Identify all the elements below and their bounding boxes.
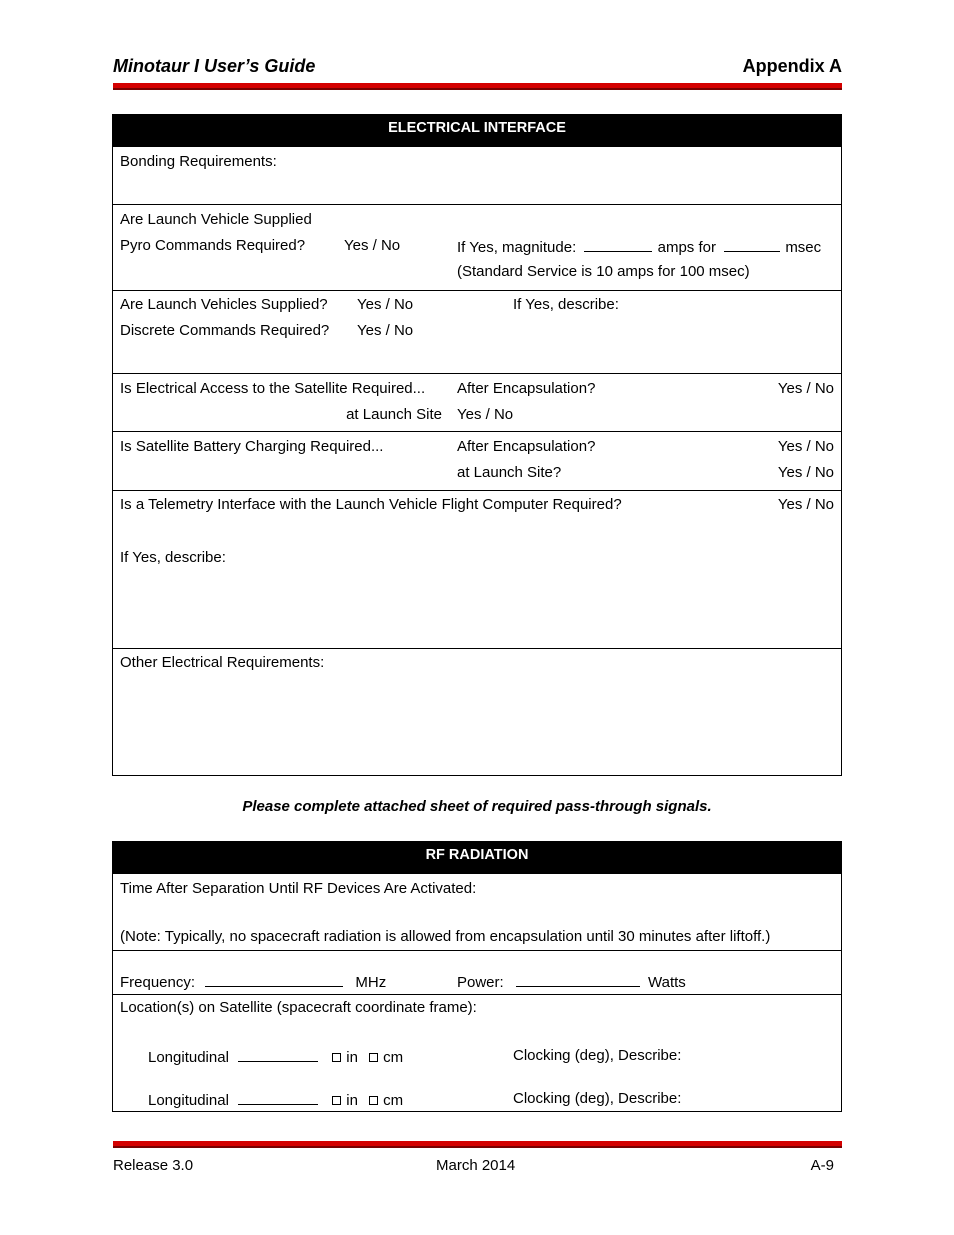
- telemetry-question: Is a Telemetry Interface with the Launch Vehicle Flight Computer Required?: [120, 496, 622, 513]
- checkbox-icon[interactable]: [332, 1053, 341, 1062]
- access-question: Is Electrical Access to the Satellite Required...: [120, 380, 426, 397]
- frequency-label: Frequency:: [120, 974, 196, 991]
- longitudinal-label: Longitudinal: [148, 1049, 229, 1066]
- battery-after-yes-no[interactable]: Yes / No: [777, 438, 834, 455]
- pyro-yes-no[interactable]: Yes / No: [344, 237, 401, 254]
- document-title: Minotaur I User’s Guide: [113, 56, 316, 76]
- battery-question: Is Satellite Battery Charging Required...: [120, 438, 384, 455]
- bonding-label: Bonding Requirements:: [120, 153, 277, 170]
- row-divider: [113, 431, 841, 432]
- rf-activation-note: (Note: Typically, no spacecraft radiation is allowed from encapsulation until 30 minutes after liftoff.): [120, 928, 771, 945]
- discrete-yes-no-2[interactable]: Yes / No: [357, 322, 414, 339]
- access-launch-site-label: at Launch Site: [346, 406, 442, 423]
- frequency-field[interactable]: [205, 972, 343, 987]
- pyro-question-line2: Pyro Commands Required?: [120, 237, 306, 254]
- clocking-label-2: Clocking (deg), Describe:: [513, 1090, 682, 1107]
- pyro-msec-label: msec: [785, 239, 822, 256]
- checkbox-icon[interactable]: [332, 1096, 341, 1105]
- pyro-standard-note: (Standard Service is 10 amps for 100 msec): [457, 263, 750, 280]
- footer-date: March 2014: [436, 1157, 516, 1174]
- in-label: in: [346, 1049, 358, 1066]
- footer-release: Release 3.0: [113, 1157, 194, 1174]
- pyro-amps-field[interactable]: [584, 237, 652, 252]
- telemetry-yes-no[interactable]: Yes / No: [777, 496, 834, 513]
- cm-label: cm: [383, 1092, 404, 1109]
- row-divider: [113, 373, 841, 374]
- battery-after-encapsulation-label: After Encapsulation?: [457, 438, 596, 455]
- in-label: in: [346, 1092, 358, 1109]
- electrical-interface-heading: ELECTRICAL INTERFACE: [113, 115, 841, 147]
- power-field[interactable]: [516, 972, 640, 987]
- pyro-question-line1: Are Launch Vehicle Supplied: [120, 211, 312, 228]
- row-divider: [113, 950, 841, 951]
- row-divider: [113, 648, 841, 649]
- longitudinal-field-2[interactable]: [238, 1090, 318, 1105]
- pass-through-note: Please complete attached sheet of required pass-through signals.: [242, 798, 712, 815]
- row-divider: [113, 204, 841, 205]
- electrical-interface-table: [112, 114, 842, 776]
- row-divider: [113, 490, 841, 491]
- clocking-label-1: Clocking (deg), Describe:: [513, 1047, 682, 1064]
- checkbox-icon[interactable]: [369, 1096, 378, 1105]
- rf-radiation-table: [112, 841, 842, 1112]
- access-launch-site-yes-no[interactable]: Yes / No: [457, 406, 514, 423]
- longitudinal-label: Longitudinal: [148, 1092, 229, 1109]
- location-label: Location(s) on Satellite (spacecraft coordinate frame):: [120, 999, 477, 1016]
- footer-rule: [113, 1141, 842, 1148]
- power-row: [457, 972, 686, 991]
- pyro-msec-field[interactable]: [724, 237, 780, 252]
- row-divider: [113, 290, 841, 291]
- access-after-encapsulation-label: After Encapsulation?: [457, 380, 596, 397]
- checkbox-icon[interactable]: [369, 1053, 378, 1062]
- longitudinal-row-2: [148, 1090, 403, 1109]
- access-after-yes-no[interactable]: Yes / No: [777, 380, 834, 397]
- watts-label: Watts: [648, 974, 686, 991]
- section-title: Appendix A: [742, 56, 842, 76]
- longitudinal-field-1[interactable]: [238, 1047, 318, 1062]
- other-electrical-label: Other Electrical Requirements:: [120, 654, 325, 671]
- pyro-magnitude-row: [457, 237, 821, 256]
- pyro-amps-for-label: amps for: [657, 239, 716, 256]
- cm-label: cm: [383, 1049, 404, 1066]
- power-label: Power:: [457, 974, 504, 991]
- header-rule: [113, 83, 842, 90]
- frequency-row: [120, 972, 386, 991]
- rf-activation-time-label: Time After Separation Until RF Devices Are Activated:: [120, 880, 477, 897]
- row-divider: [113, 994, 841, 995]
- battery-launch-site-label: at Launch Site?: [457, 464, 562, 481]
- discrete-question-line1: Are Launch Vehicles Supplied?: [120, 296, 328, 313]
- longitudinal-row-1: [148, 1047, 403, 1066]
- telemetry-describe-label: If Yes, describe:: [120, 549, 226, 566]
- rf-radiation-heading: RF RADIATION: [113, 842, 841, 874]
- pyro-if-yes-label: If Yes, magnitude:: [457, 239, 577, 256]
- footer-page-number: A-9: [810, 1157, 834, 1174]
- battery-launch-site-yes-no[interactable]: Yes / No: [777, 464, 834, 481]
- discrete-yes-no-1[interactable]: Yes / No: [357, 296, 414, 313]
- discrete-describe-label: If Yes, describe:: [513, 296, 619, 313]
- mhz-label: MHz: [355, 974, 387, 991]
- discrete-question-line2: Discrete Commands Required?: [120, 322, 330, 339]
